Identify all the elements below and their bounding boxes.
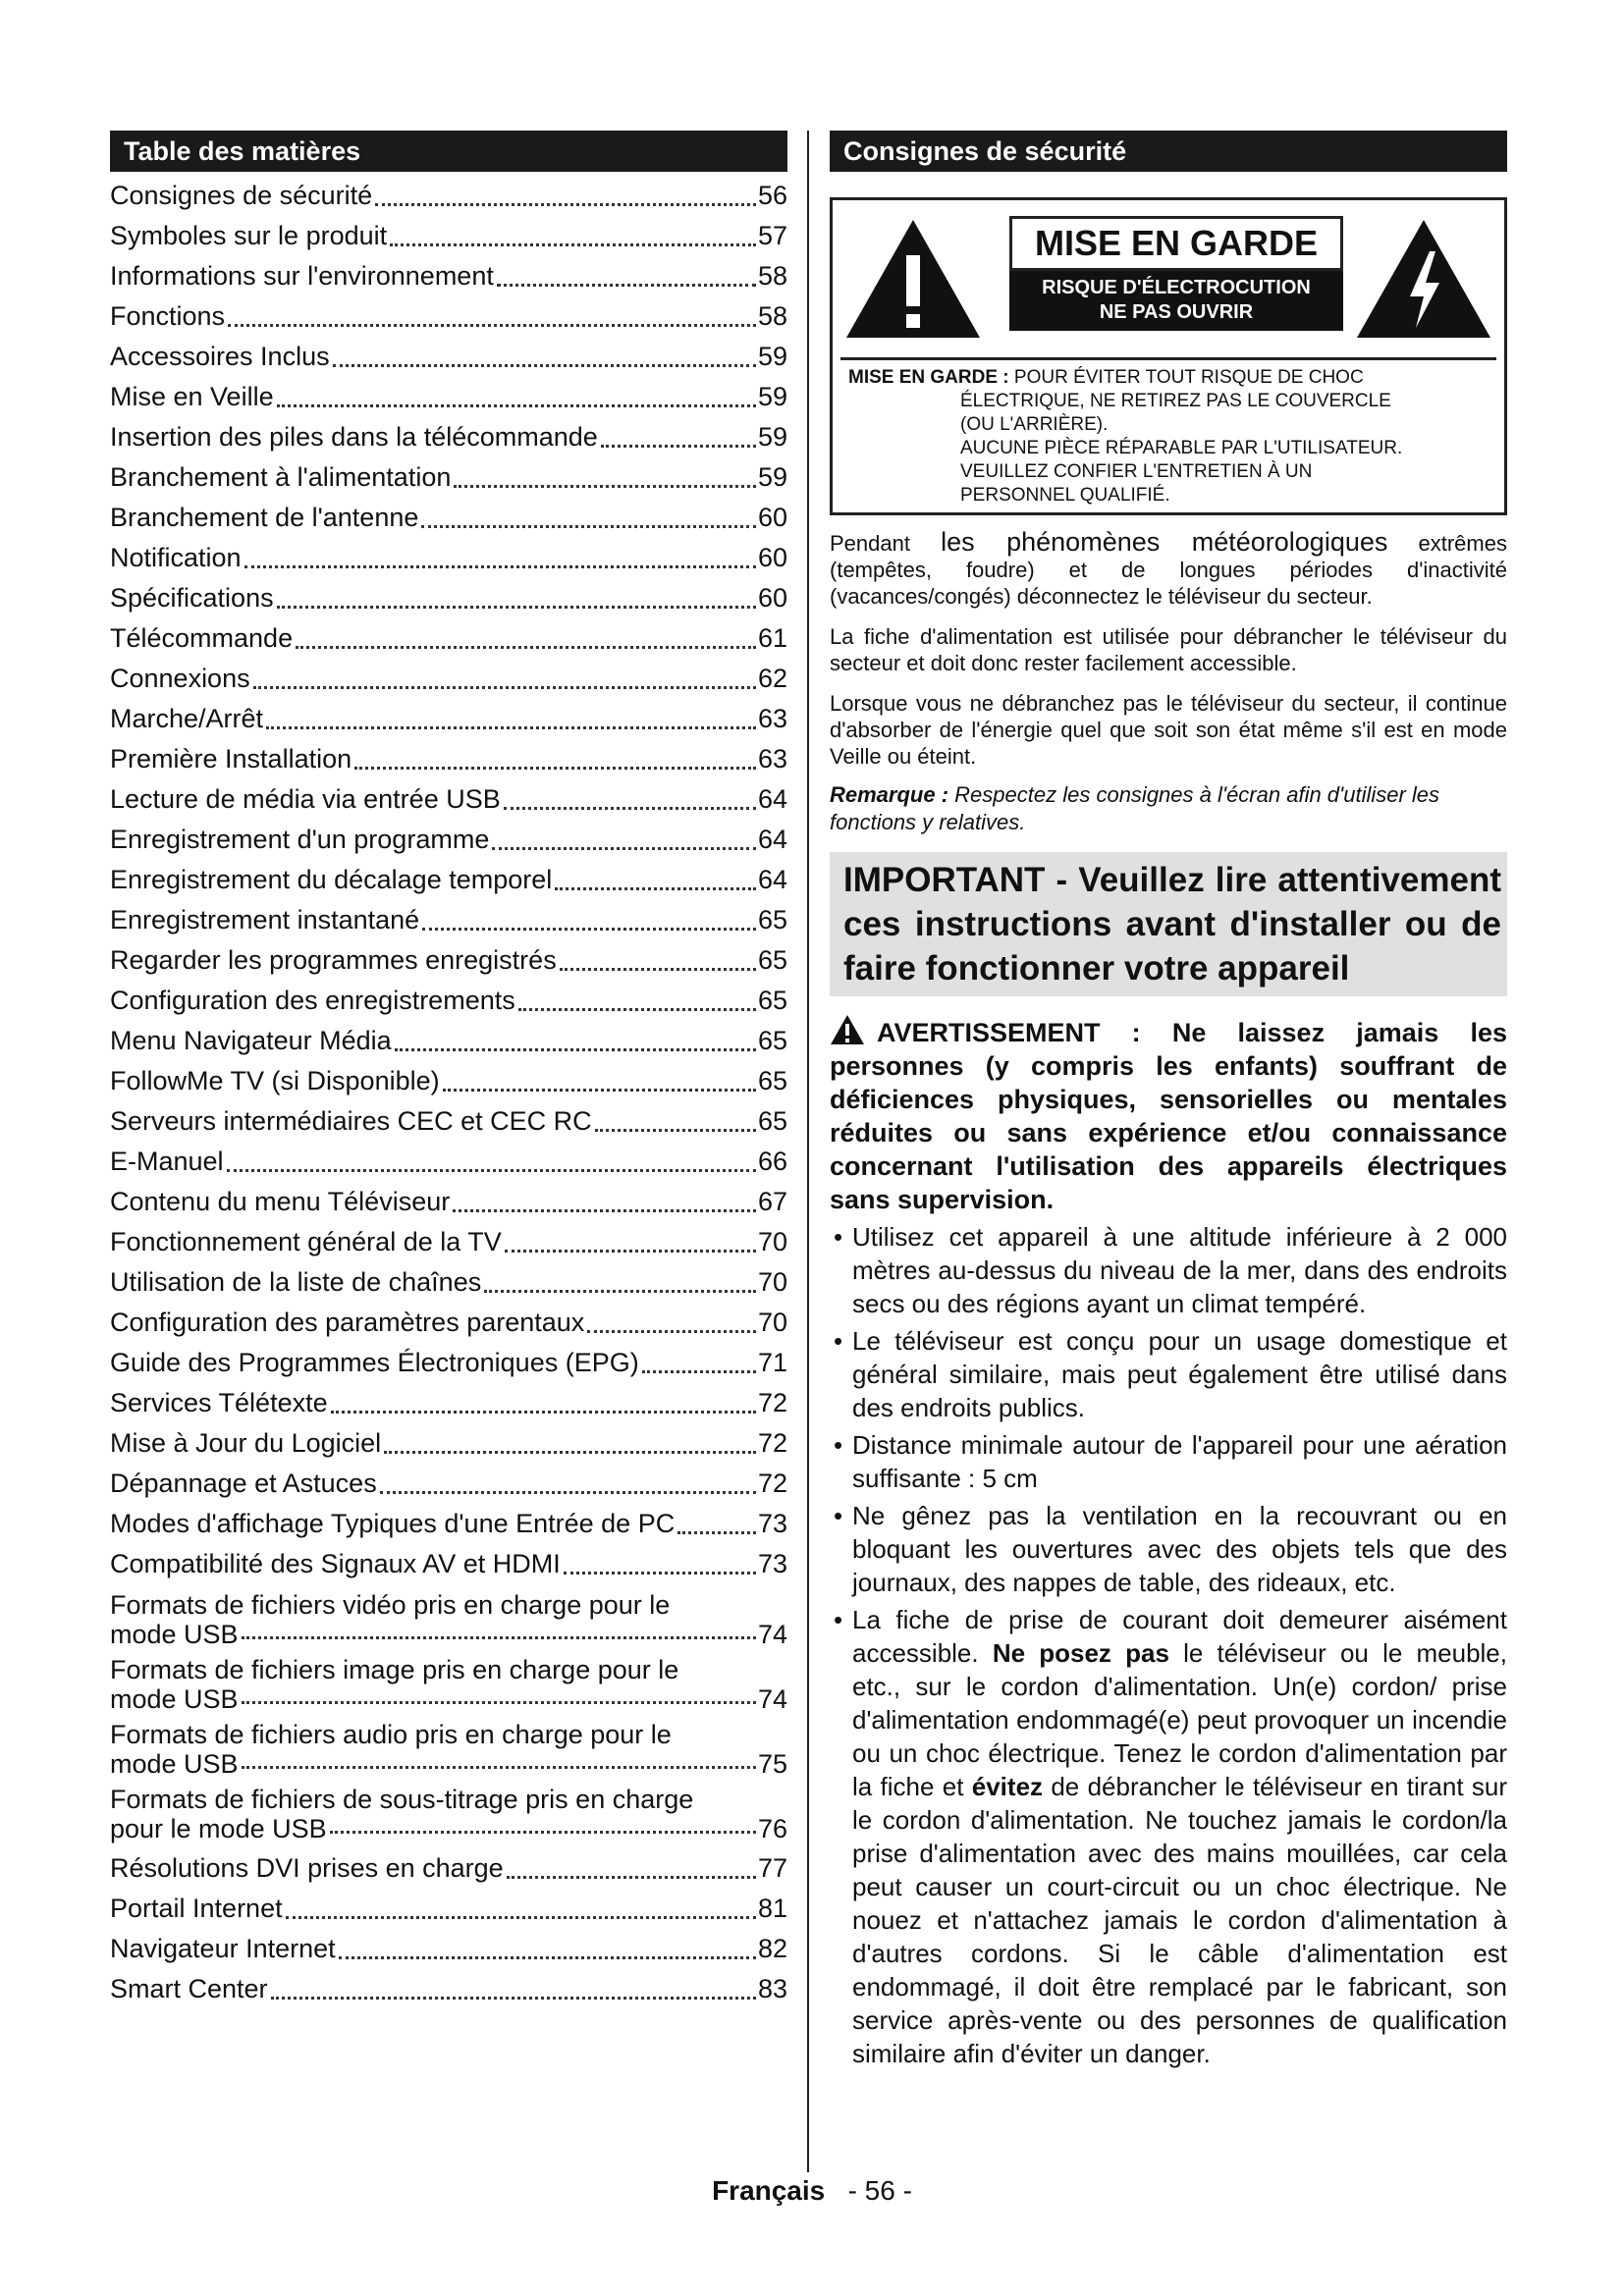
toc-leader-dots [422,928,756,931]
plug-paragraph: La fiche d'alimentation est utilisée pour débrancher le téléviseur du secteur et doit donc rester facilement accessible. [830,624,1507,675]
toc-entry [110,1303,787,1343]
toc-leader-dots [564,1572,756,1575]
toc-leader-dots [330,1831,756,1834]
list-item: • Utilisez cet appareil à une altitude inférieure à 2 000 mètres au-dessus du niveau de la mer, dans des endroits secs ou des régions ayant un climat tempéré. [830,1220,1507,1320]
toc-entry-page: 60 [757,543,787,572]
toc-entry [110,1720,787,1779]
toc-leader-dots [271,1997,756,2000]
toc-entry [110,1343,787,1383]
safety-section [830,131,1507,2070]
toc-entry-page: 64 [757,825,787,854]
toc-entry-title: Mise à Jour du Logiciel [110,1428,382,1458]
toc-entry [110,1889,787,1929]
toc-entry-title: Formats de fichiers audio pris en charge pour le [110,1720,672,1749]
caution-label-block [1009,216,1343,331]
toc-entry-page: 70 [757,1308,787,1337]
exclamation-warning-icon [844,218,982,340]
toc-leader-dots [504,807,756,810]
toc-leader-dots [454,485,756,488]
toc-entry [110,820,787,860]
toc-entry-title: Notification [110,543,242,572]
toc-entry-title: Mise en Veille [110,382,274,411]
toc-entry-title: Spécifications [110,583,274,613]
caution-text-line: PERSONNEL QUALIFIÉ. [960,485,1170,506]
toc-entry [110,1655,787,1714]
caution-text-line: POUR ÉVITER TOUT RISQUE DE CHOC [1013,367,1364,388]
toc-entry-page: 72 [757,1428,787,1458]
toc-entry-page: 59 [757,342,787,371]
toc-entry-page: 60 [757,503,787,532]
toc-entry-title: Marche/Arrêt [110,704,264,733]
toc-entry-title: Branchement à l'alimentation [110,462,452,492]
toc-entry-line [110,1814,787,1843]
toc-entry-page: 73 [757,1509,787,1538]
paragraph-text: les phénomènes météorologiques [941,527,1388,557]
toc-entry [110,498,787,538]
toc-entry-title: Formats de fichiers de sous-titrage pris en charge [110,1785,694,1814]
caution-subtitle-line: NE PAS OUVRIR [1099,301,1254,323]
toc-entry [110,1061,787,1101]
caution-title: MISE EN GARDE [1009,216,1343,271]
toc-leader-dots [277,606,756,609]
toc-leader-dots [421,525,756,528]
lightning-warning-icon [1355,218,1492,340]
toc-leader-dots [484,1290,756,1293]
toc-entry-title: Smart Center [110,1974,268,2003]
toc-leader-dots [244,565,756,568]
toc-entry [110,1785,787,1843]
toc-entry-page: 65 [757,1026,787,1055]
toc-entry [110,1182,787,1222]
toc-leader-dots [642,1370,756,1373]
standby-paragraph: Lorsque vous ne débranchez pas le téléviseur du secteur, il continue d'absorber de l'énergie quel que soit son état même s'il est en mode Veille ou éteint. [830,691,1507,769]
toc-entry [110,1262,787,1303]
toc-entry-page: 72 [757,1468,787,1498]
toc-entry-page: 65 [757,986,787,1015]
toc-entry [110,1590,787,1649]
toc-entry-page: 70 [757,1267,787,1297]
toc-entry-title: Symboles sur le produit [110,221,388,250]
caution-box [830,197,1507,515]
weather-paragraph [830,529,1507,610]
paragraph-text: Pendant [830,531,910,556]
toc-entry-page: 64 [757,865,787,894]
toc-entry-title: Menu Navigateur Média [110,1026,392,1055]
toc-list [110,176,787,2009]
toc-leader-dots [453,1209,756,1212]
toc-entry [110,457,787,498]
toc-entry-page: 63 [757,744,787,774]
toc-leader-dots [380,1491,756,1494]
toc-entry-page: 59 [757,382,787,411]
toc-entry-page: 81 [757,1894,787,1923]
toc-entry-page: 73 [757,1549,787,1578]
toc-leader-dots [277,404,756,407]
toc-entry [110,1464,787,1504]
toc-entry-title: Enregistrement du décalage temporel [110,865,553,894]
toc-entry-page: 58 [757,301,787,331]
toc-entry [110,699,787,739]
toc-entry [110,1021,787,1061]
toc-entry-title: mode USB [110,1684,239,1714]
toc-entry-page: 71 [757,1348,787,1377]
toc-entry-page: 65 [757,905,787,934]
toc-entry-page: 59 [757,422,787,452]
toc-entry [110,1504,787,1544]
list-item: • Distance minimale autour de l'appareil pour une aération suffisante : 5 cm [830,1428,1507,1495]
table-of-contents [110,131,787,2009]
toc-leader-dots [595,1129,756,1132]
toc-entry-page: 66 [757,1147,787,1176]
toc-leader-dots [228,324,756,327]
toc-leader-dots [339,1956,756,1959]
toc-entry-page: 72 [757,1388,787,1417]
toc-entry-page: 74 [757,1684,787,1714]
toc-entry-title: Informations sur l'environnement [110,261,494,291]
toc-entry-title: Formats de fichiers vidéo pris en charge pour le [110,1590,671,1620]
toc-entry [110,1142,787,1182]
caution-text-label: MISE EN GARDE : [848,367,1009,388]
toc-entry-title: Compatibilité des Signaux AV et HDMI [110,1549,561,1578]
bullet-text: le téléviseur ou le meuble, etc., sur le cordon d'alimentation. Un(e) cordon/ prise d'alimentation endommagé(e) peut provoquer un incendie ou un choc électrique. Tenez le cordon d'alimentation par la fiche et [852,1638,1507,1801]
caution-text [833,360,1504,507]
toc-entry [110,860,787,900]
toc-entry-line [110,1620,787,1649]
bullet-text: La fiche de prise de courant doit demeurer aisément accessible. [852,1605,1507,1668]
toc-entry-title: Contenu du menu Téléviseur [110,1187,451,1216]
toc-leader-dots [395,1048,756,1051]
toc-entry-title: Fonctions [110,301,226,331]
toc-entry-page: 60 [757,583,787,613]
toc-entry-page: 65 [757,1066,787,1095]
toc-entry-page: 70 [757,1227,787,1256]
bullet-bold-text: Ne posez pas [992,1638,1169,1668]
toc-leader-dots [507,1876,756,1879]
list-item: • Ne gênez pas la ventilation en la recouvrant ou en bloquant les ouvertures avec des objets tels que des journaux, des nappes de table, des rideaux, etc. [830,1499,1507,1599]
toc-entry [110,618,787,659]
toc-leader-dots [555,887,756,890]
toc-entry-page: 63 [757,704,787,733]
toc-entry-title: Enregistrement instantané [110,905,420,934]
toc-leader-dots [242,1701,756,1704]
caution-header [840,200,1496,360]
toc-leader-dots [560,968,756,971]
toc-entry-title: mode USB [110,1749,239,1779]
toc-leader-dots [227,1169,756,1172]
toc-entry-title: Première Installation [110,744,352,774]
toc-leader-dots [296,646,756,649]
toc-entry-page: 67 [757,1187,787,1216]
toc-entry-title: Enregistrement d'un programme [110,825,490,854]
toc-entry [110,1423,787,1464]
toc-entry-page: 83 [757,1974,787,2003]
toc-leader-dots [331,1411,756,1414]
toc-entry [110,337,787,377]
toc-leader-dots [497,284,756,287]
toc-entry [110,377,787,417]
toc-entry-title: Utilisation de la liste de chaînes [110,1267,482,1297]
caution-subtitle [1009,271,1343,331]
toc-entry [110,739,787,779]
toc-entry-page: 56 [757,181,787,210]
toc-leader-dots [601,445,756,448]
toc-entry-title: Portail Internet [110,1894,283,1923]
bullet-bold-text: évitez [971,1772,1044,1801]
toc-leader-dots [333,364,756,367]
toc-entry-page: 77 [757,1853,787,1883]
toc-entry-page: 59 [757,462,787,492]
toc-entry-title: E-Manuel [110,1147,224,1176]
toc-entry-title: Résolutions DVI prises en charge [110,1853,504,1883]
toc-entry-title: Fonctionnement général de la TV [110,1227,502,1256]
toc-entry-page: 62 [757,664,787,693]
toc-entry-page: 58 [757,261,787,291]
toc-entry-title: Consignes de sécurité [110,181,373,210]
toc-entry-title: Regarder les programmes enregistrés [110,945,557,975]
safety-bullet-list [830,1220,1507,2070]
toc-entry-title: Modes d'affichage Typiques d'une Entrée de PC [110,1509,676,1538]
toc-leader-dots [443,1089,756,1092]
toc-entry [110,1383,787,1423]
toc-entry-title: Serveurs intermédiaires CEC et CEC RC [110,1106,592,1136]
toc-entry [110,538,787,578]
remark-label: Remarque : [830,782,949,807]
toc-entry [110,176,787,216]
page-number: - 56 - [847,2175,912,2206]
toc-entry-title: mode USB [110,1620,239,1649]
toc-entry-title: Configuration des paramètres parentaux [110,1308,585,1337]
toc-entry-title: Guide des Programmes Électroniques (EPG) [110,1348,639,1377]
caution-subtitle-line: RISQUE D'ÉLECTROCUTION [1042,277,1311,298]
avertissement-text: AVERTISSEMENT : Ne laissez jamais les personnes (y compris les enfants) souffrant de déficiences physiques, sensorielles ou mentales réduites ou sans expérience et/ou connaissance concernant l'utilisation des appareils électriques sans supervision. [830,1018,1507,1214]
toc-leader-dots [587,1330,756,1333]
toc-entry-page: 75 [757,1749,787,1779]
toc-entry-page: 65 [757,1106,787,1136]
caution-text-line: ÉLECTRIQUE, NE RETIREZ PAS LE COUVERCLE [960,391,1391,411]
toc-entry-title: Branchement de l'antenne [110,503,419,532]
toc-entry [110,940,787,981]
toc-leader-dots [375,203,756,206]
caution-text-line: AUCUNE PIÈCE RÉPARABLE PAR L'UTILISATEUR. [960,438,1403,458]
toc-entry [110,779,787,820]
toc-entry-title: Insertion des piles dans la télécommande [110,422,598,452]
toc-entry-title: Télécommande [110,623,294,653]
toc-entry-title: Configuration des enregistrements [110,986,515,1015]
toc-entry-title: Dépannage et Astuces [110,1468,377,1498]
toc-entry [110,1969,787,2009]
toc-entry [110,1929,787,1969]
page-footer [0,2175,1624,2207]
important-banner: IMPORTANT - Veuillez lire attentivement ces instructions avant d'installer ou de faire fonctionner votre appareil [830,852,1507,996]
avertissement-paragraph [830,1014,1507,1216]
toc-leader-dots [242,1636,756,1639]
toc-entry [110,1848,787,1889]
toc-entry [110,900,787,940]
toc-entry [110,1222,787,1262]
bullet-text: de débrancher le téléviseur en tirant sur le cordon d'alimentation. Ne touchez jamais le cordon/la prise d'alimentation avec des mains mouillées, car cela peut causer un court-circuit ou un choc électrique. Ne nouez et n'attachez jamais le cordon d'alimentation à d'autres cordons. Si le câble d'alimentation est endommagé, il doit être remplacé par le fabricant, son service après-vente ou des personnes de qualification similaire afin d'éviter un danger. [852,1772,1507,2068]
toc-entry [110,981,787,1021]
toc-entry [110,296,787,337]
toc-entry [110,1101,787,1142]
toc-leader-dots [492,847,756,850]
toc-leader-dots [266,726,756,729]
toc-leader-dots [390,243,756,246]
toc-entry [110,578,787,618]
toc-entry-page: 57 [757,221,787,250]
toc-entry [110,1544,787,1584]
footer-language: Français [712,2175,826,2206]
toc-entry-page: 82 [757,1934,787,1963]
toc-leader-dots [518,1008,756,1011]
toc-leader-dots [354,767,756,770]
toc-entry [110,417,787,457]
toc-entry [110,216,787,256]
paragraph-text: extrêmes (tempêtes, foudre) et de longues périodes d'inactivité (vacances/congés) déconnectez le téléviseur du secteur. [830,531,1507,609]
toc-entry-title: pour le mode USB [110,1814,327,1843]
toc-entry-title: Formats de fichiers image pris en charge pour le [110,1655,679,1684]
toc-heading: Table des matières [110,131,787,172]
toc-entry [110,256,787,296]
toc-entry-title: Connexions [110,664,250,693]
toc-entry [110,659,787,699]
toc-entry-page: 61 [757,623,787,653]
toc-entry-title: Navigateur Internet [110,1934,336,1963]
toc-entry-title: Accessoires Inclus [110,342,330,371]
remark [830,781,1507,836]
toc-entry-line [110,1749,787,1779]
toc-entry-page: 65 [757,945,787,975]
toc-entry-title: Lecture de média via entrée USB [110,784,501,814]
toc-entry-title: FollowMe TV (si Disponible) [110,1066,440,1095]
warning-triangle-icon [830,1014,865,1045]
caution-text-line: VEUILLEZ CONFIER L'ENTRETIEN À UN [960,461,1313,482]
toc-leader-dots [677,1531,756,1534]
toc-entry-line [110,1684,787,1714]
list-item [830,1603,1507,2070]
toc-leader-dots [505,1250,756,1253]
toc-entry-page: 76 [757,1814,787,1843]
toc-leader-dots [253,686,756,689]
toc-entry-page: 74 [757,1620,787,1649]
toc-leader-dots [286,1916,756,1919]
remark-text: Respectez les consignes à l'écran afin d'utiliser les fonctions y relatives. [830,782,1440,834]
safety-heading: Consignes de sécurité [830,131,1507,172]
toc-entry-title: Services Télétexte [110,1388,328,1417]
toc-leader-dots [384,1451,756,1454]
list-item: • Le téléviseur est conçu pour un usage domestique et général similaire, mais peut également être utilisé dans des endroits publics. [830,1324,1507,1424]
column-divider [807,131,809,2172]
toc-entry-page: 64 [757,784,787,814]
caution-text-line: (OU L'ARRIÈRE). [960,414,1109,435]
toc-leader-dots [242,1766,756,1769]
